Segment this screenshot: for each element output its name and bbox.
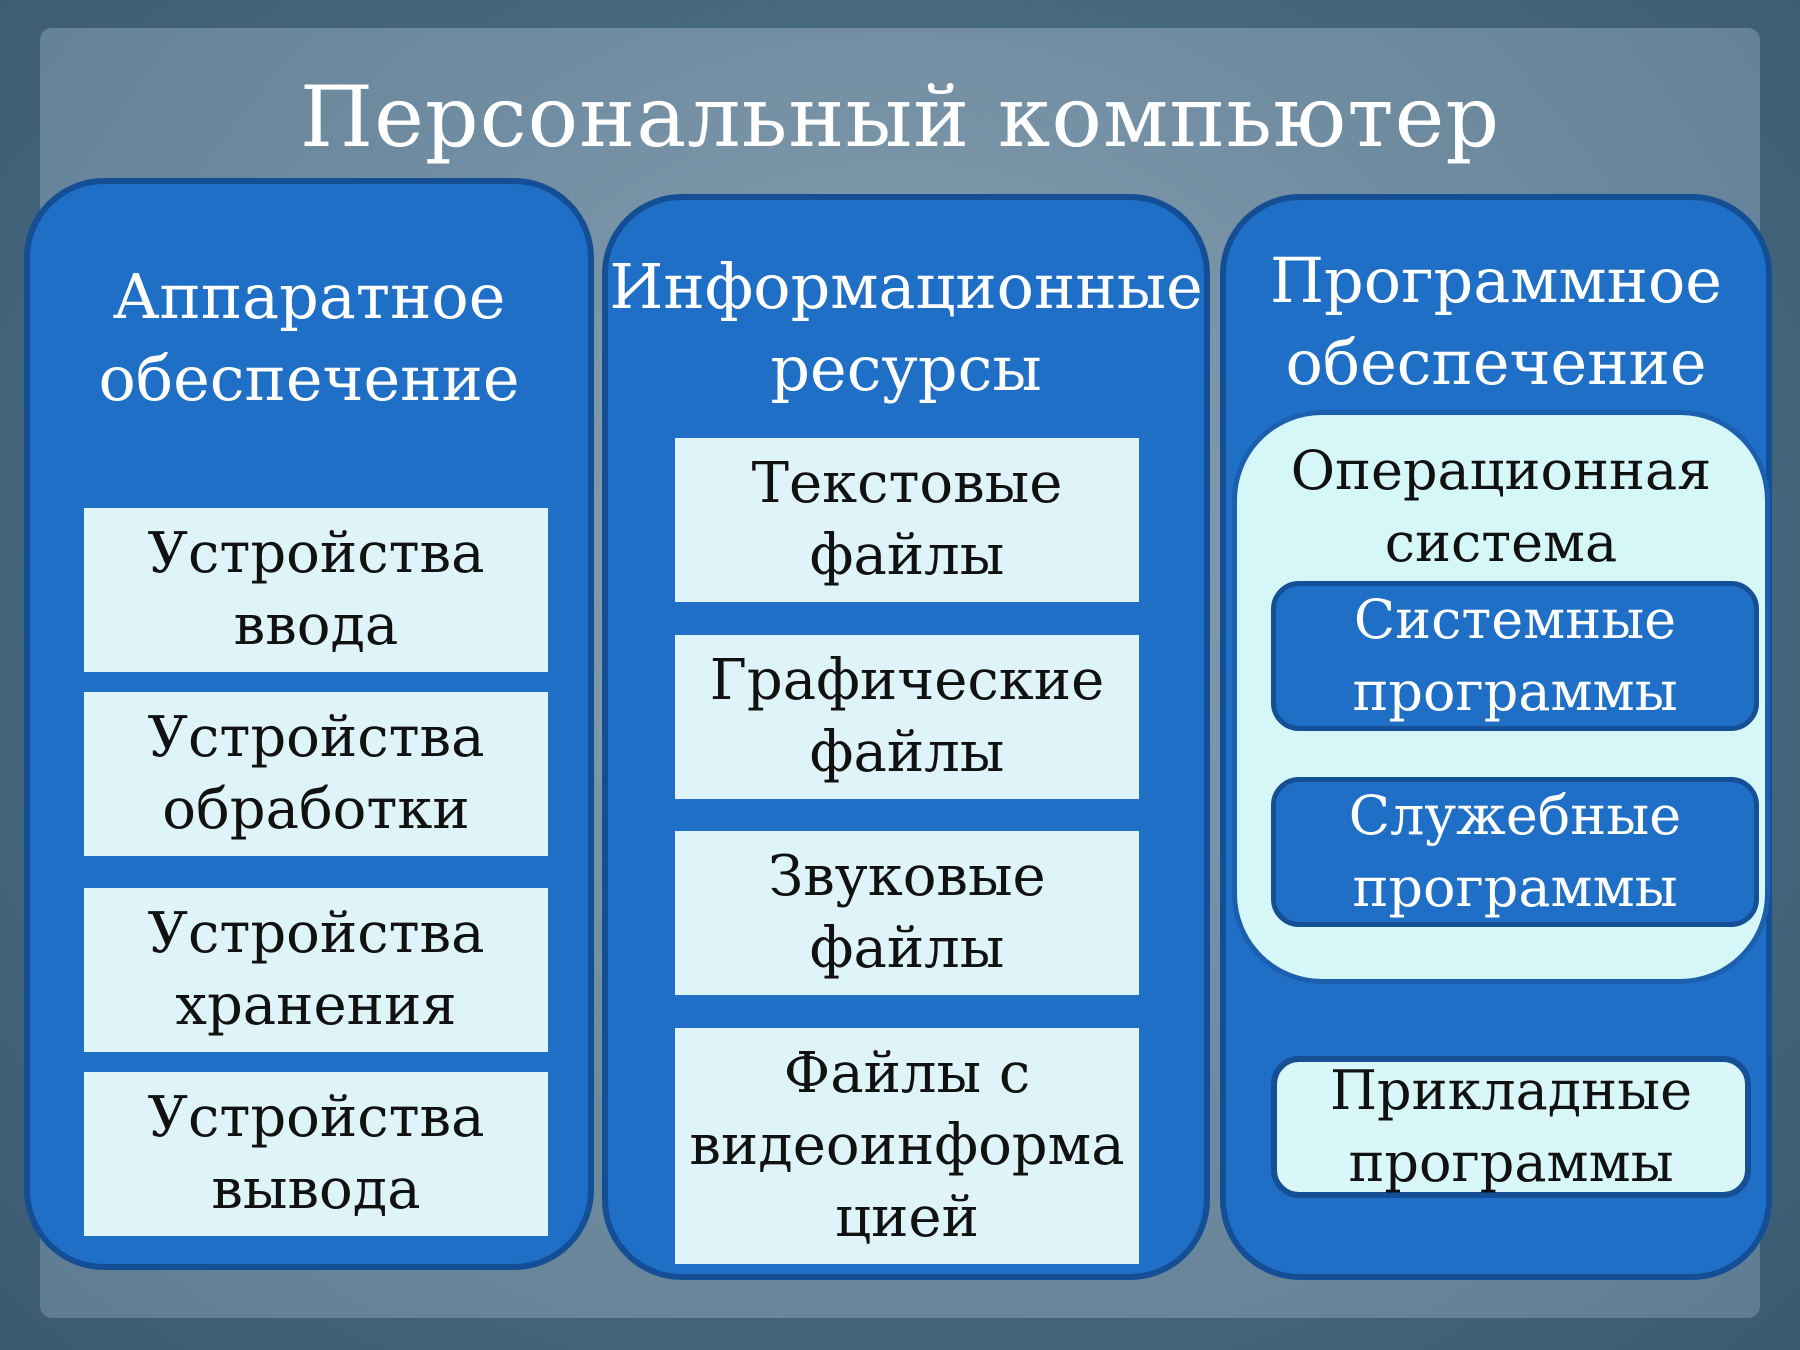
information-item-video-files: Файлы с видеоинформа цией <box>675 1028 1139 1264</box>
os-panel <box>1232 410 1770 984</box>
system-programs-box: Системные программы <box>1271 581 1759 731</box>
software-column <box>1220 194 1772 1280</box>
information-item-sound-files: Звуковые файлы <box>675 831 1139 995</box>
information-column <box>602 194 1210 1280</box>
applied-programs-box: Прикладные программы <box>1271 1056 1751 1198</box>
hardware-column <box>24 178 594 1270</box>
hardware-heading: Аппаратное обеспечение <box>98 260 520 415</box>
utility-programs-box: Служебные программы <box>1271 777 1759 927</box>
hardware-item-storage: Устройства хранения <box>84 888 548 1052</box>
information-item-graphic-files: Графические файлы <box>675 635 1139 799</box>
hardware-item-output: Устройства вывода <box>84 1072 548 1236</box>
hardware-item-input: Устройства ввода <box>84 508 548 672</box>
information-item-text-files: Текстовые файлы <box>675 438 1139 602</box>
page-title: Персональный компьютер <box>299 68 1501 166</box>
software-heading: Программное обеспечение <box>1269 244 1722 399</box>
hardware-item-processing: Устройства обработки <box>84 692 548 856</box>
information-heading: Информационные ресурсы <box>609 250 1203 405</box>
os-title: Операционная система <box>1290 439 1712 574</box>
